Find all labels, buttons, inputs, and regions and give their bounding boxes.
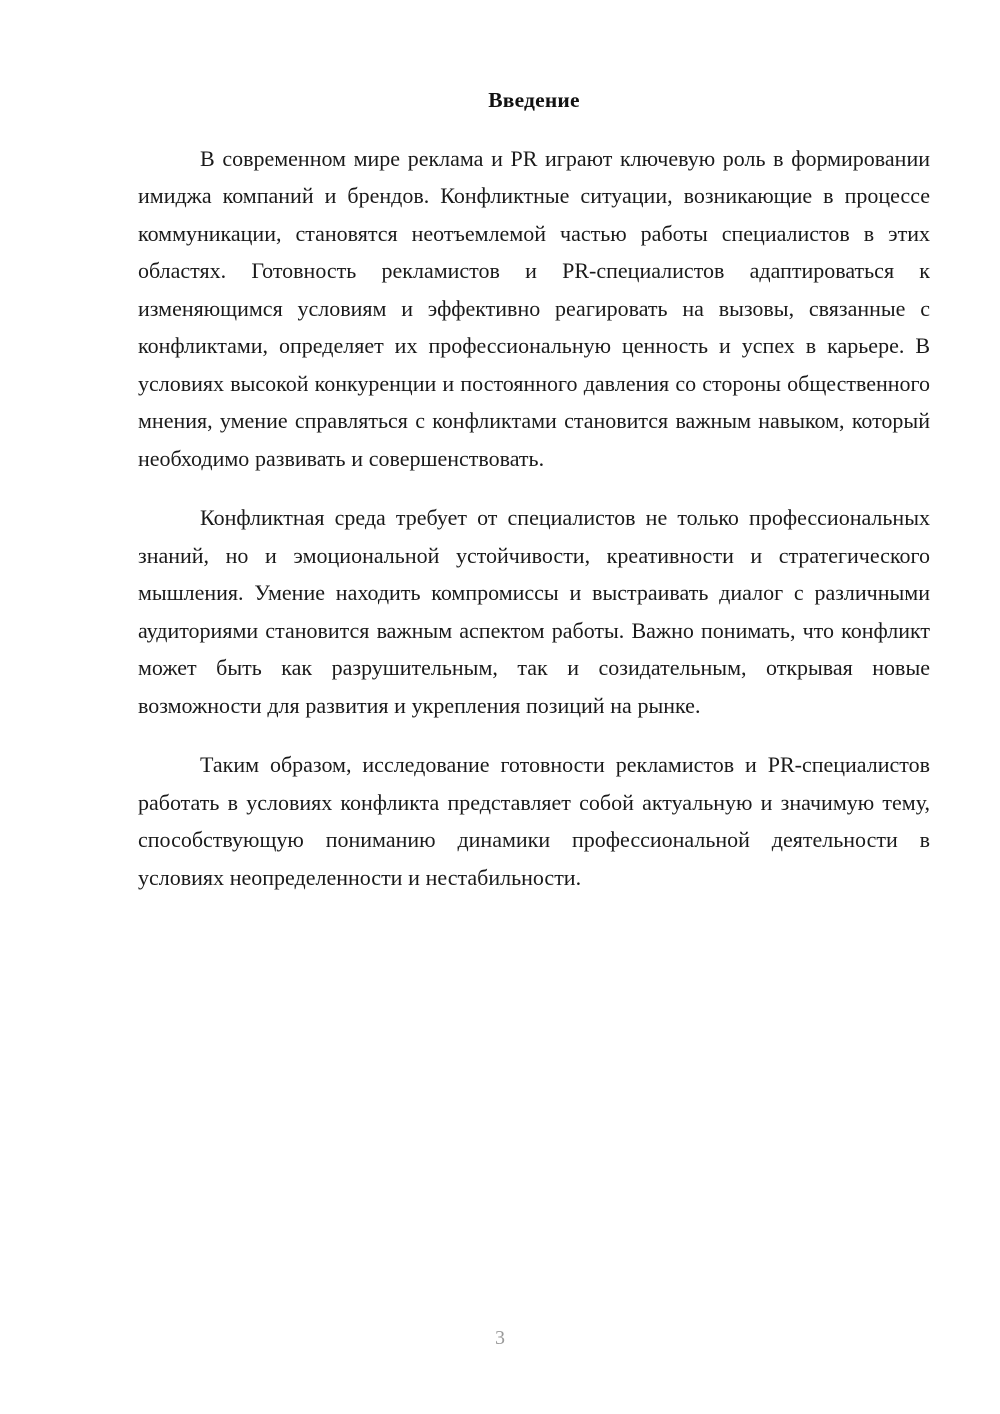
paragraph: Конфликтная среда требует от специалистов не только профессиональных знаний, но и эмоциональной устойчивости, креативности и стратегического мышления. Умение находить компромиссы и выстраивать диалог с различными аудиториями становится важным аспектом работы. Важно понимать, что конфликт может быть как разрушительным, так и созидательным, открывая новые возможности для развития и укрепления позиций на рынке.	[138, 505, 930, 718]
page-number: 3	[495, 1327, 505, 1349]
document-body	[138, 88, 930, 896]
paragraph: В современном мире реклама и PR играют ключевую роль в формировании имиджа компаний и брендов. Конфликтные ситуации, возникающие в процессе коммуникации, становятся неотъемлемой частью работы специалистов в этих областях. Готовность рекламистов и PR-специалистов адаптироваться к изменяющимся условиям и эффективно реагировать на вызовы, связанные с конфликтами, определяет их профессиональную ценность и успех в карьере. В условиях высокой конкуренции и постоянного давления со стороны общественного мнения, умение справляться с конфликтами становится важным навыком, который необходимо развивать и совершенствовать.	[138, 145, 930, 471]
page-title: Введение	[488, 88, 580, 112]
paragraph: Таким образом, исследование готовности рекламистов и PR-специалистов работать в условиях конфликта представляет собой актуальную и значимую тему, способствующую пониманию динамики профессиональной деятельности в условиях неопределенности и нестабильности.	[138, 752, 930, 890]
